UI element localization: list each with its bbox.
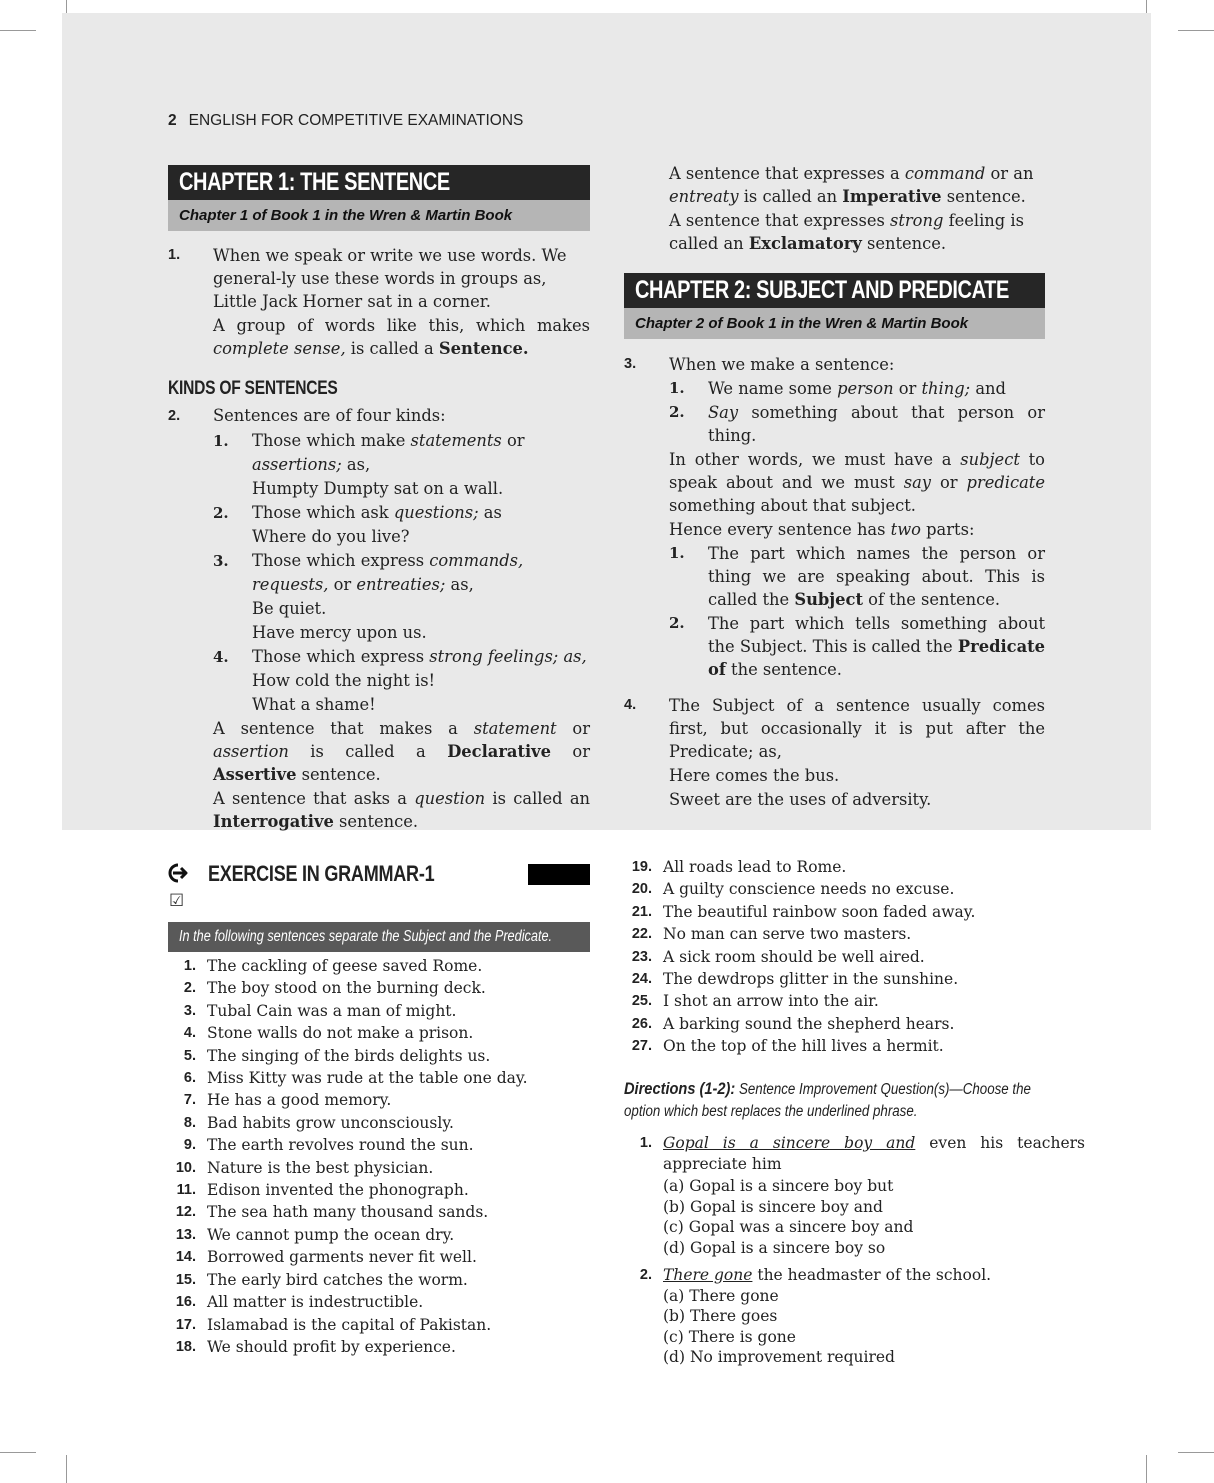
crop-mark xyxy=(0,1452,36,1453)
item-number: 1. xyxy=(168,247,181,263)
option: (b) There goes xyxy=(663,1307,778,1326)
item-text: All matter is indestructible. xyxy=(207,1293,424,1312)
section-heading: KINDS OF SENTENCES xyxy=(168,378,338,399)
exercise-item xyxy=(168,1246,590,1268)
item-number: 9. xyxy=(183,1137,196,1154)
item-number: 27. xyxy=(631,1038,652,1055)
crop-mark xyxy=(1178,30,1214,31)
chapter2-subtitle: Chapter 2 of Book 1 in the Wren & Martin Book xyxy=(624,308,1045,339)
option: (d) No improvement required xyxy=(663,1348,895,1367)
question-1: 1. Gopal is a sincere boy and even his teachers appreciate him (a) Gopal is a sincere boy but (b) Gopal is sincere boy and (c) Gopal was a sincere boy and (d) Gopal is a sincere boy so xyxy=(639,1134,1086,1257)
directions-text: Sentence Improvement Question(s)—Choose the option which best replaces the underlined phrase. xyxy=(624,1081,1031,1120)
paragraph: In other words, we must have a subject to speak about and we must say or predicate something about that subject. xyxy=(669,450,1045,515)
part-2: 2. The part which tells something about the Subject. This is called the Predicate of the sentence. xyxy=(669,614,1045,679)
part-1: 1. The part which names the person or thing we are speaking about. This is called the Subject of the sentence. xyxy=(669,544,1045,609)
kind-2: 2. Those which ask questions; as Where do you live? xyxy=(213,501,590,549)
directions xyxy=(624,1078,1046,1123)
paragraph: A sentence that makes a statement or assertion is called a Declarative or Assertive sentence. xyxy=(213,719,591,784)
item-number: 17. xyxy=(175,1316,196,1333)
exercise-item xyxy=(168,1269,590,1291)
paragraph: When we speak or write we use words. We general-ly use these words in groups as, Little Jack Horner sat in a corner. xyxy=(213,246,567,311)
item-text: A guilty conscience needs no excuse. xyxy=(663,880,955,899)
item-number: 14. xyxy=(175,1249,196,1266)
exercise-item xyxy=(168,1336,590,1358)
item-text: All roads lead to Rome. xyxy=(663,858,847,876)
exercise-item xyxy=(168,1112,590,1134)
exercise-item xyxy=(168,1179,590,1201)
item-text: Stone walls do not make a prison. xyxy=(207,1024,474,1043)
exercise-list-left xyxy=(168,955,590,1358)
exercise-item xyxy=(168,1134,590,1156)
item-3: 3. When we make a sentence: 1. We name some person or thing; and 2. Say something about that person or thing. In other words, we must have a subject to speak about and we must say or predicate something about that subject. Hence every sentence has two parts: 1. The part which names the person or thing we are speaking about. This is called the Subject of the sentence. 2. The part which tells something about the Subject. This is called the Predicate of the sentence. xyxy=(624,355,1045,679)
item-number: 4. xyxy=(183,1025,196,1042)
exercise-item xyxy=(624,1035,1046,1057)
item-number: 23. xyxy=(631,948,652,965)
option: (c) Gopal was a sincere boy and xyxy=(663,1218,914,1237)
item-text: Miss Kitty was rude at the table one day. xyxy=(207,1069,528,1088)
example: How cold the night is! xyxy=(252,671,436,690)
exercise-item xyxy=(624,856,1046,878)
item-text: A barking sound the shepherd hears. xyxy=(663,1014,955,1033)
item-number: 4. xyxy=(624,697,637,713)
crop-mark xyxy=(1178,1452,1214,1453)
crop-mark xyxy=(66,1455,67,1483)
item-text: Bad habits grow unconsciously. xyxy=(207,1113,454,1132)
item-number: 1. xyxy=(183,958,196,974)
item-number: 2. xyxy=(168,408,181,424)
item-text: The cackling of geese saved Rome. xyxy=(207,957,483,975)
item-number: 10. xyxy=(175,1159,196,1176)
item-text: The dewdrops glitter in the sunshine. xyxy=(663,970,959,989)
exercise-item xyxy=(168,1224,590,1246)
item-number: 25. xyxy=(631,993,652,1010)
paragraph: A sentence that expresses strong feeling is called an Exclamatory sentence. xyxy=(669,211,1024,253)
option: (d) Gopal is a sincere boy so xyxy=(663,1238,886,1257)
exercise-item xyxy=(168,977,590,999)
exercise-item xyxy=(168,1045,590,1067)
chapter1-title: CHAPTER 1: THE SENTENCE xyxy=(168,165,590,200)
exercise-item xyxy=(168,1067,590,1089)
kind-1: 1. Those which make statements or assertions; as, Humpty Dumpty sat on a wall. xyxy=(213,429,590,501)
exercise-item xyxy=(168,1022,590,1044)
exercise-item xyxy=(168,955,590,977)
chapter1-subtitle: Chapter 1 of Book 1 in the Wren & Martin Book xyxy=(168,200,590,231)
item-text: On the top of the hill lives a hermit. xyxy=(663,1037,944,1056)
exercise-item xyxy=(168,1000,590,1022)
paragraph: Hence every sentence has two parts: xyxy=(669,520,975,539)
exercise-item xyxy=(624,901,1046,923)
item-number: 12. xyxy=(175,1204,196,1221)
kind-4: 4. Those which express strong feelings; as, How cold the night is! What a shame! xyxy=(213,645,590,717)
item-number: 3. xyxy=(183,1002,196,1019)
item-number: 5. xyxy=(183,1047,196,1064)
item-1 xyxy=(168,244,590,360)
item-text: I shot an arrow into the air. xyxy=(663,992,879,1011)
item-number: 11. xyxy=(176,1182,196,1199)
item-text: We should profit by experience. xyxy=(207,1337,456,1356)
example: Have mercy upon us. xyxy=(252,623,427,642)
crop-mark xyxy=(1146,1455,1147,1483)
exercise-item xyxy=(168,1314,590,1336)
item-text: Islamabad is the capital of Pakistan. xyxy=(207,1315,492,1334)
item-text: A sick room should be well aired. xyxy=(663,947,925,966)
example: Here comes the bus. xyxy=(669,766,840,785)
checkbox-icon: ☑ xyxy=(169,891,185,911)
example: Where do you live? xyxy=(252,527,410,546)
exercise-item xyxy=(168,1201,590,1223)
exercise-heading: EXERCISE IN GRAMMAR-1 xyxy=(208,861,435,886)
underlined-phrase: Gopal is a sincere boy and xyxy=(663,1134,916,1152)
option: (b) Gopal is sincere boy and xyxy=(663,1197,883,1216)
example: Sweet are the uses of adversity. xyxy=(669,790,932,809)
item-text: The singing of the birds delights us. xyxy=(207,1046,491,1065)
item-number: 24. xyxy=(631,971,652,988)
question-2: 2. There gone the headmaster of the school. (a) There gone (b) There goes (c) There is gone (d) No improvement required xyxy=(624,1265,1085,1368)
item-number: 19. xyxy=(631,859,652,875)
item-4: 4. The Subject of a sentence usually comes first, but occasionally it is put after the Predicate; as, Here comes the bus. Sweet are the uses of adversity. xyxy=(624,696,1045,809)
part-point-1: 1. We name some person or thing; and xyxy=(669,379,1006,398)
exercise-item xyxy=(624,923,1046,945)
exercise-item xyxy=(624,1013,1046,1035)
arrow-circle-icon xyxy=(168,863,188,883)
item-number: 16. xyxy=(175,1294,196,1311)
directions-label: Directions (1-2): xyxy=(624,1079,736,1098)
item-text: Borrowed garments never fit well. xyxy=(207,1248,477,1267)
redaction-bar xyxy=(528,864,590,885)
option: (c) There is gone xyxy=(663,1327,796,1346)
item-text: Nature is the best physician. xyxy=(207,1158,434,1177)
chapter2-title: CHAPTER 2: SUBJECT AND PREDICATE xyxy=(624,273,1045,308)
item-number: 26. xyxy=(631,1015,652,1032)
page-number: 2 xyxy=(168,112,177,129)
exercise-item xyxy=(624,878,1046,900)
option: (a) There gone xyxy=(663,1286,779,1305)
item-number: 2. xyxy=(183,980,196,997)
item-number: 13. xyxy=(175,1226,196,1243)
exercise-item xyxy=(168,1157,590,1179)
item-number: 8. xyxy=(183,1114,196,1131)
paragraph: A group of words like this, which makes complete sense, is called a Sentence. xyxy=(213,316,590,358)
option: (a) Gopal is a sincere boy but xyxy=(663,1177,894,1195)
item-2 xyxy=(168,404,590,833)
exercise-item xyxy=(168,1291,590,1313)
item-number: 20. xyxy=(631,881,652,898)
example: What a shame! xyxy=(252,695,376,714)
exercise-item xyxy=(168,1089,590,1111)
example: Be quiet. xyxy=(252,599,327,618)
item-number: 21. xyxy=(631,903,652,920)
running-title: ENGLISH FOR COMPETITIVE EXAMINATIONS xyxy=(188,112,524,129)
running-header xyxy=(168,112,523,130)
example: Humpty Dumpty sat on a wall. xyxy=(252,479,504,498)
paragraph: A sentence that expresses a command or an entreaty is called an Imperative sentence. xyxy=(669,164,1034,206)
item-text: We cannot pump the ocean dry. xyxy=(207,1225,455,1244)
exercise-item xyxy=(624,990,1046,1012)
paragraph: Sentences are of four kinds: xyxy=(213,406,446,425)
item-number: 6. xyxy=(183,1070,196,1087)
underlined-phrase: There gone xyxy=(663,1266,753,1284)
item-number: 7. xyxy=(183,1092,196,1109)
item-number: 3. xyxy=(624,356,637,372)
item-text: The sea hath many thousand sands. xyxy=(207,1203,489,1222)
instruction-bar: In the following sentences separate the Subject and the Predicate. xyxy=(168,922,590,952)
kind-3: 3. Those which express commands, requests, or entreaties; as, Be quiet. Have mercy upon us. xyxy=(213,549,590,645)
chapter1-column xyxy=(168,165,590,833)
item-text: The boy stood on the burning deck. xyxy=(207,979,486,998)
item-number: 15. xyxy=(175,1271,196,1288)
crop-mark xyxy=(0,30,36,31)
exercise-item xyxy=(624,968,1046,990)
right-top-column xyxy=(624,162,1045,811)
item-number: 22. xyxy=(631,926,652,943)
item-number: 18. xyxy=(175,1338,196,1355)
exercise-list-right xyxy=(624,856,1046,1058)
item-text: Edison invented the phonograph. xyxy=(207,1181,469,1200)
item-text: No man can serve two masters. xyxy=(663,925,912,944)
part-point-2: 2. Say something about that person or thing. xyxy=(669,403,1045,445)
item-text: Tubal Cain was a man of might. xyxy=(207,1001,457,1020)
item-text: The early bird catches the worm. xyxy=(207,1270,468,1289)
item-text: The earth revolves round the sun. xyxy=(207,1136,474,1155)
exercise-item xyxy=(624,946,1046,968)
item-text: The beautiful rainbow soon faded away. xyxy=(663,902,976,921)
item-text: He has a good memory. xyxy=(207,1091,392,1110)
paragraph: A sentence that asks a question is called an Interrogative sentence. xyxy=(213,789,591,831)
